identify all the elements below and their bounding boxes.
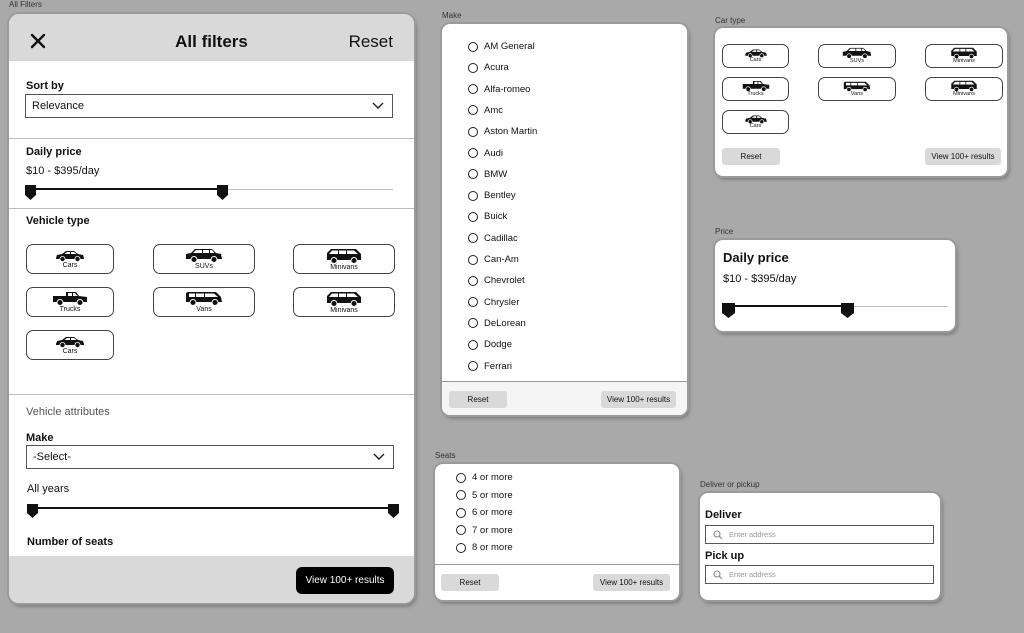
radio-button[interactable] (468, 127, 478, 137)
make-option-label: Ferrari (484, 360, 512, 372)
vehicle-option-cars[interactable] (26, 244, 114, 274)
make-option[interactable] (468, 41, 535, 52)
vehicle-type-label: Vehicle type (26, 215, 90, 227)
make-option-label: Can-Am (484, 254, 519, 265)
minivan-icon (326, 248, 362, 264)
car-type-option-label: Trucks (747, 91, 764, 98)
pickup-address-input[interactable] (705, 565, 934, 584)
daily-price-label: Daily price (26, 146, 82, 158)
years-slider-max-handle[interactable] (388, 504, 399, 518)
radio-button[interactable] (468, 63, 478, 73)
vehicle-option-label: SUVs (195, 263, 213, 270)
frame-label-price: Price (715, 227, 734, 236)
deliver-placeholder: Enter address (729, 530, 776, 539)
car-type-reset-button[interactable]: Reset (722, 148, 780, 165)
make-option-label: Dodge (484, 339, 512, 351)
seat-option[interactable] (456, 490, 513, 501)
car-type-view-results-button[interactable]: View 100+ results (925, 148, 1001, 165)
vehicle-option-label: Vans (196, 306, 212, 313)
seat-option[interactable] (456, 542, 513, 553)
radio-button[interactable] (456, 473, 466, 483)
search-icon (713, 570, 723, 580)
number-of-seats-label: Number of seats (27, 536, 114, 548)
deliver-address-input[interactable] (705, 525, 934, 544)
seat-option[interactable] (456, 525, 513, 536)
radio-button[interactable] (468, 169, 478, 179)
make-option-label: DeLorean (484, 317, 526, 329)
divider (435, 564, 679, 565)
radio-button[interactable] (456, 525, 466, 535)
car-type-option-minivans[interactable] (925, 44, 1003, 68)
make-option[interactable] (468, 169, 507, 180)
make-label: Make (26, 432, 54, 444)
suv-icon (185, 248, 223, 263)
vehicle-option-label: Minivans (330, 263, 358, 271)
vehicle-option-label: Cars (62, 262, 78, 269)
deliver-label: Deliver (705, 509, 742, 521)
sort-by-value: Relevance (32, 100, 84, 112)
vehicle-option-minivans-2[interactable] (293, 287, 395, 317)
make-option-label: Chevrolet (484, 275, 525, 287)
pickup-label: Pick up (705, 550, 745, 562)
seat-option-label: 5 or more (472, 489, 513, 501)
vehicle-option-trucks[interactable] (26, 287, 114, 317)
divider (9, 208, 414, 209)
radio-button[interactable] (468, 318, 478, 328)
price-panel-range: $10 - $395/day (723, 273, 797, 285)
make-option[interactable] (468, 84, 530, 95)
deliver-pickup-panel (700, 493, 940, 600)
all-filters-panel (9, 14, 414, 603)
seat-option-label: 4 or more (472, 472, 513, 483)
seat-option[interactable] (456, 507, 513, 518)
van-icon (185, 291, 223, 306)
make-option[interactable] (468, 361, 512, 372)
seat-option-label: 7 or more (472, 524, 513, 536)
make-option-label: BMW (484, 168, 508, 180)
car-type-option-trucks[interactable] (722, 77, 789, 101)
make-option-label: Acura (484, 62, 509, 74)
seat-option[interactable] (456, 472, 513, 483)
frame-label-make: Make (442, 11, 462, 20)
radio-button[interactable] (468, 340, 478, 350)
minivan-icon (326, 291, 362, 307)
vehicle-option-label: Trucks (59, 306, 81, 313)
vehicle-option-minivans[interactable] (293, 244, 395, 274)
make-option[interactable] (468, 211, 507, 222)
years-label: All years (27, 483, 70, 495)
price-panel-title: Daily price (723, 250, 789, 265)
frame-label-all-filters: All Filters (9, 0, 42, 9)
chevron-down-icon (372, 102, 384, 110)
price-panel (715, 240, 955, 331)
page-title: All filters (175, 32, 248, 51)
make-option[interactable] (468, 62, 509, 73)
vehicle-option-label: Cars (62, 348, 78, 355)
radio-button[interactable] (468, 212, 478, 222)
sort-by-select[interactable] (25, 94, 393, 118)
divider (9, 394, 414, 395)
price-slider-max-handle[interactable] (217, 185, 228, 200)
vehicle-option-cars-2[interactable] (26, 330, 114, 360)
vehicle-option-label: Minivans (330, 306, 358, 314)
make-option-label: Alfa-romeo (484, 83, 531, 95)
seats-reset-button[interactable]: Reset (441, 574, 499, 591)
make-option[interactable] (468, 254, 519, 265)
sort-by-label: Sort by (26, 80, 64, 92)
car-icon (55, 335, 85, 348)
seats-view-results-button[interactable]: View 100+ results (593, 574, 670, 591)
price-panel-slider-range (727, 305, 847, 307)
frame-label-seats: Seats (435, 451, 456, 460)
daily-price-range: $10 - $395/day (26, 165, 100, 177)
make-option-label: Audi (484, 147, 504, 159)
car-icon (55, 249, 85, 262)
make-view-results-button[interactable]: View 100+ results (601, 391, 676, 408)
radio-button[interactable] (468, 148, 478, 158)
car-type-option-label: Cars (749, 57, 762, 64)
make-option-label: Chrysler (484, 296, 520, 308)
make-option[interactable] (468, 297, 519, 308)
make-select[interactable] (26, 445, 394, 469)
make-option[interactable] (468, 275, 525, 286)
vehicle-attributes-label: Vehicle attributes (26, 406, 110, 418)
radio-button[interactable] (468, 105, 478, 115)
search-icon (713, 530, 723, 540)
vehicle-option-suvs[interactable] (153, 244, 255, 274)
reset-link[interactable]: Reset (348, 32, 393, 51)
pickup-placeholder: Enter address (729, 570, 776, 579)
make-option-label: Aston Martin (484, 126, 538, 138)
radio-button[interactable] (468, 42, 478, 52)
car-type-option-minivans-2[interactable] (925, 77, 1003, 101)
car-type-option-label: SUVs (849, 58, 865, 65)
seats-panel (435, 464, 679, 600)
radio-button[interactable] (468, 297, 478, 307)
car-type-option-cars[interactable] (722, 44, 789, 68)
radio-button[interactable] (456, 508, 466, 518)
make-option-label: Buick (484, 211, 508, 223)
car-type-option-vans[interactable] (818, 77, 896, 101)
car-type-option-label: Cars (749, 123, 762, 130)
radio-button[interactable] (456, 490, 466, 500)
radio-button[interactable] (468, 233, 478, 243)
frame-label-car-type: Car type (715, 16, 746, 25)
make-option[interactable] (468, 105, 503, 116)
radio-button[interactable] (456, 543, 466, 553)
frame-label-deliver: Deliver or pickup (700, 480, 760, 489)
radio-button[interactable] (468, 276, 478, 286)
make-select-value: -Select- (33, 451, 71, 463)
car-type-option-cars-2[interactable] (722, 110, 789, 134)
car-type-panel (715, 28, 1007, 176)
make-option-label: Bentley (484, 190, 516, 202)
make-option[interactable] (468, 190, 516, 201)
price-panel-max-handle[interactable] (841, 303, 854, 318)
price-panel-min-handle[interactable] (722, 303, 735, 318)
seat-option-label: 6 or more (472, 507, 513, 518)
make-reset-button[interactable]: Reset (449, 391, 507, 408)
price-slider-range (30, 188, 222, 190)
make-option-label: Amc (484, 104, 503, 116)
car-type-option-label: Vans (850, 90, 864, 97)
years-slider-track[interactable] (32, 507, 393, 509)
car-type-option-label: Minivans (953, 91, 975, 98)
car-type-option-label: Minivans (953, 58, 975, 65)
chevron-down-icon (373, 453, 385, 461)
radio-button[interactable] (468, 84, 478, 94)
make-option[interactable] (468, 148, 503, 159)
vehicle-option-vans[interactable] (153, 287, 255, 317)
make-option-label: Cadillac (484, 232, 518, 244)
radio-button[interactable] (468, 361, 478, 371)
make-option[interactable] (468, 233, 518, 244)
car-type-option-suvs[interactable] (818, 44, 896, 68)
make-panel (442, 24, 687, 415)
radio-button[interactable] (468, 255, 478, 265)
years-slider-min-handle[interactable] (27, 504, 38, 518)
price-slider-min-handle[interactable] (25, 185, 36, 200)
divider (9, 138, 414, 139)
make-option[interactable] (468, 318, 526, 329)
make-option[interactable] (468, 339, 512, 350)
seat-option-label: 8 or more (472, 542, 513, 553)
radio-button[interactable] (468, 191, 478, 201)
make-option-label: AM General (484, 41, 535, 52)
view-results-button[interactable]: View 100+ results (296, 567, 394, 594)
make-option[interactable] (468, 126, 537, 137)
truck-icon (52, 291, 88, 306)
